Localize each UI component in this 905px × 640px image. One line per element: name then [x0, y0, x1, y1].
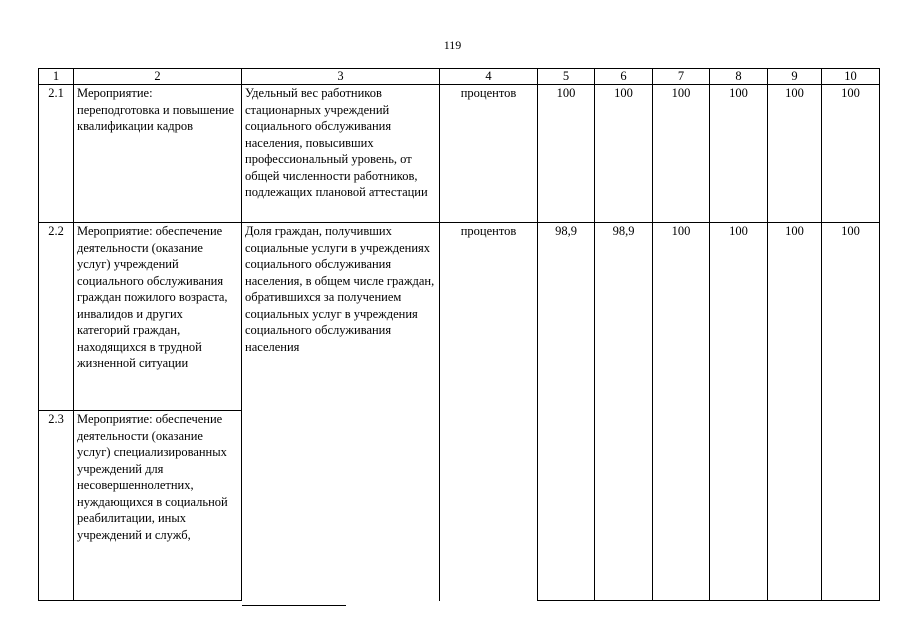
activity-cell: Мероприятие: обеспечение деятельности (оказание услуг) учреждений социального обслуживания граждан пожилого возраста, инвалидов и других категорий граждан, находящихся в трудной жизненной ситуации [74, 223, 242, 411]
value-cell: 98,9 [538, 223, 595, 411]
column-number-row [39, 69, 880, 85]
column-number: 9 [768, 69, 822, 85]
indicator-cell: Доля граждан, получивших социальные услуги в учреждениях социального обслуживания населения, в общем числе граждан, обратившихся за получением социальных услуг в учреждения социального обслуживания населения [242, 223, 440, 601]
value-cell-empty [538, 411, 595, 601]
value-cell: 100 [653, 223, 710, 411]
column-number: 7 [653, 69, 710, 85]
indicators-table [38, 68, 880, 601]
value-cell-empty [822, 411, 880, 601]
unit-cell: процентов [440, 223, 538, 601]
table-row [39, 223, 880, 411]
column-number: 2 [74, 69, 242, 85]
column-number: 3 [242, 69, 440, 85]
value-cell: 100 [538, 85, 595, 223]
row-number: 2.2 [39, 223, 74, 411]
column-number: 1 [39, 69, 74, 85]
continuation-line [242, 605, 346, 606]
value-cell: 100 [822, 85, 880, 223]
value-cell: 100 [653, 85, 710, 223]
indicator-cell: Удельный вес работников стационарных учреждений социального обслуживания населения, повысивших профессиональный уровень, от общей численности работников, подлежащих плановой аттестации [242, 85, 440, 223]
column-number: 8 [710, 69, 768, 85]
value-cell-empty [710, 411, 768, 601]
value-cell: 98,9 [595, 223, 653, 411]
value-cell-empty [595, 411, 653, 601]
column-number: 10 [822, 69, 880, 85]
value-cell: 100 [768, 85, 822, 223]
value-cell-empty [653, 411, 710, 601]
activity-cell: Мероприятие: переподготовка и повышение квалификации кадров [74, 85, 242, 223]
row-number: 2.3 [39, 411, 74, 601]
value-cell: 100 [710, 223, 768, 411]
row-number: 2.1 [39, 85, 74, 223]
table-row [39, 85, 880, 223]
value-cell: 100 [595, 85, 653, 223]
unit-cell: процентов [440, 85, 538, 223]
activity-cell: Мероприятие: обеспечение деятельности (оказание услуг) специализированных учреждений для несовершеннолетних, нуждающихся в социальной реабилитации, иных учреждений и служб, [74, 411, 242, 601]
column-number: 6 [595, 69, 653, 85]
value-cell-empty [768, 411, 822, 601]
value-cell: 100 [768, 223, 822, 411]
column-number: 4 [440, 69, 538, 85]
value-cell: 100 [710, 85, 768, 223]
value-cell: 100 [822, 223, 880, 411]
column-number: 5 [538, 69, 595, 85]
page-number: 119 [443, 38, 462, 52]
